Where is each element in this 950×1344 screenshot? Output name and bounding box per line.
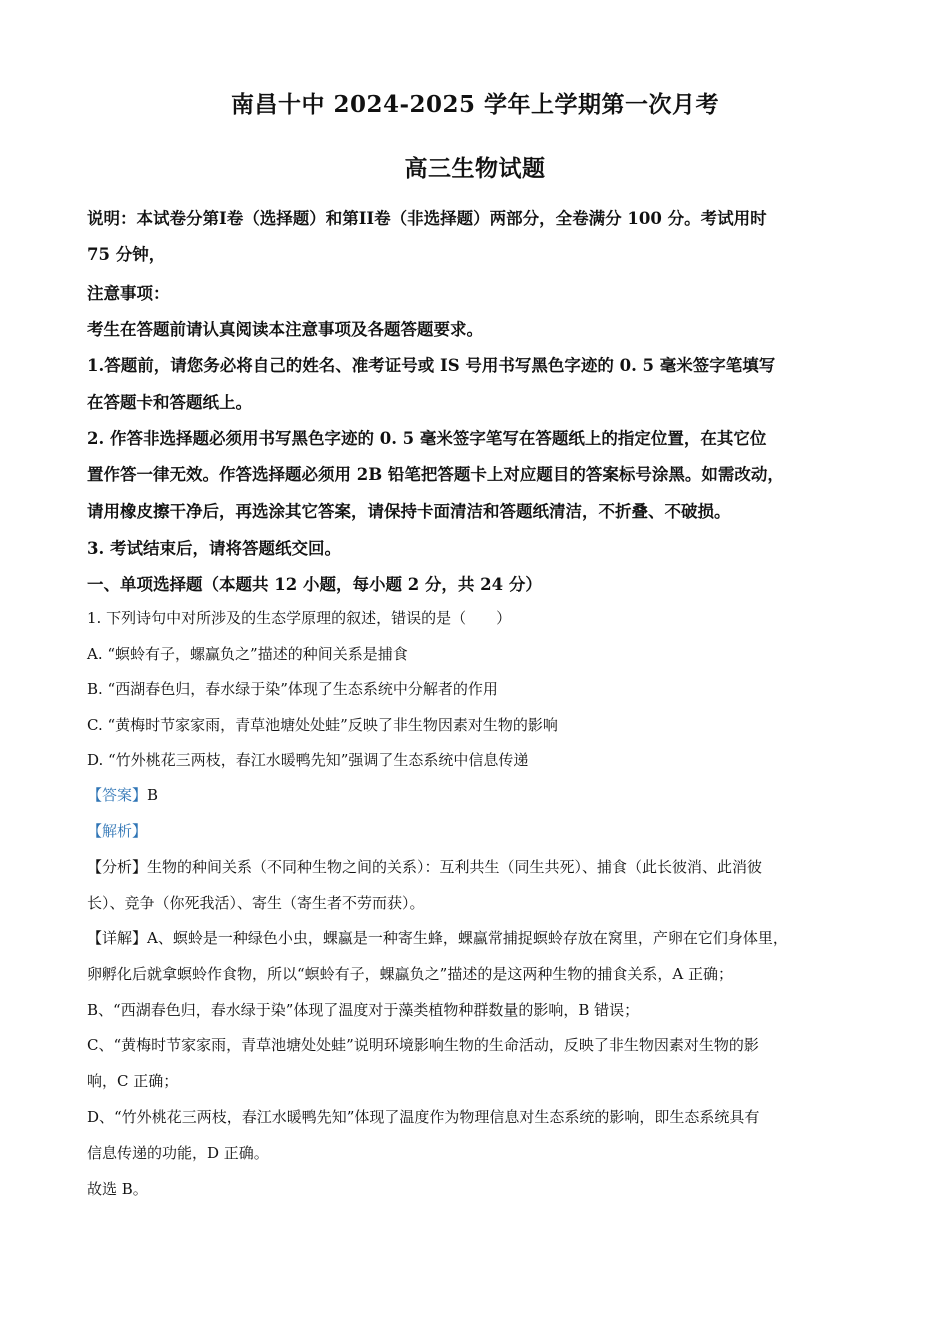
instruction-item-3: 3. 考试结束后，请将答题纸交回。 [87,539,341,558]
exam-title: 南昌十中 2024-2025 学年上学期第一次月考 [230,91,720,118]
fenxi-line2: 长）、竞争（你死我活）、寄生（寄生者不劳而获）。 [87,894,425,912]
answer-value: B [147,786,159,804]
instructions-note-line2: 75 分钟， [87,245,166,264]
instruction-item-1-line1: 1.答题前，请您务必将自己的姓名、准考证号或 IS 号用书写黑色字迹的 0. 5 毫米签字笔填写 [87,356,776,375]
question-1-option-c: C. “黄梅时节家家雨，青草池塘处处蛙”反映了非生物因素对生物的影响 [87,716,558,734]
analysis-label: 【解析】 [87,822,148,840]
xiangjie-line3: B、“西湖春色归，春水绿于染”体现了温度对于藻类植物种群数量的影响，B 错误； [87,1001,640,1019]
attention-heading: 注意事项： [87,284,170,303]
answer-label: 【答案】 [87,786,148,804]
question-1-option-b: B. “西湖春色归，春水绿于染”体现了生态系统中分解者的作用 [87,680,498,698]
instruction-item-2-line2: 置作答一律无效。作答选择题必须用 2B 铅笔把答题卡上对应题目的答案标号涂黑。如需改动， [87,465,784,484]
answer-line [87,784,158,805]
conclusion: 故选 B。 [87,1180,148,1198]
fenxi-text-1: 生物的种间关系（不同种生物之间的关系）：互利共生（同生共死）、捕食（此长彼消、此消彼 [147,858,763,876]
question-1-option-d: D. “竹外桃花三两枝，春江水暖鸭先知”强调了生态系统中信息传递 [87,751,529,769]
attention-intro: 考生在答题前请认真阅读本注意事项及各题答题要求。 [87,320,483,339]
xiangjie-line1 [87,927,788,948]
fenxi-line1 [87,856,762,877]
exam-subtitle: 高三生物试题 [404,155,546,182]
question-1-option-a: A. “螟蛉有子，螺赢负之”描述的种间关系是捕食 [87,645,408,663]
xiangjie-line5: 响，C 正确； [87,1072,179,1090]
xiangjie-line4: C、“黄梅时节家家雨，青草池塘处处蛙”说明环境影响生物的生命活动，反映了非生物因素对生物的影 [87,1036,759,1054]
instruction-item-1-line2: 在答题卡和答题纸上。 [87,393,252,412]
xiangjie-label: 【详解】 [87,929,148,947]
instructions-note-line1: 说明：本试卷分第I卷（选择题）和第II卷（非选择题）两部分，全卷满分 100 分。考试用时 [87,209,767,228]
instruction-item-2-line1: 2. 作答非选择题必须用书写黑色字迹的 0. 5 毫米签字笔写在答题纸上的指定位置，在其它位 [87,429,767,448]
xiangjie-text-1: A、螟蛉是一种绿色小虫，蜾蠃是一种寄生蜂，蜾蠃常捕捉螟蛉存放在窝里，产卵在它们身体里， [147,929,788,947]
section-heading: 一、单项选择题（本题共 12 小题，每小题 2 分，共 24 分） [87,575,542,594]
xiangjie-line2: 卵孵化后就拿螟蛉作食物，所以“螟蛉有子，蜾蠃负之”描述的是这两种生物的捕食关系，A 正确； [87,965,733,983]
xiangjie-line7: 信息传递的功能，D 正确。 [87,1144,269,1162]
question-1-stem: 1. 下列诗句中对所涉及的生态学原理的叙述，错误的是（ ） [87,609,512,627]
xiangjie-line6: D、“竹外桃花三两枝，春江水暖鸭先知”体现了温度作为物理信息对生态系统的影响，即生态系统具有 [87,1108,760,1126]
fenxi-label: 【分析】 [87,858,148,876]
instruction-item-2-line3: 请用橡皮擦干净后，再选涂其它答案，请保持卡面清洁和答题纸清洁，不折叠、不破损。 [87,502,731,521]
